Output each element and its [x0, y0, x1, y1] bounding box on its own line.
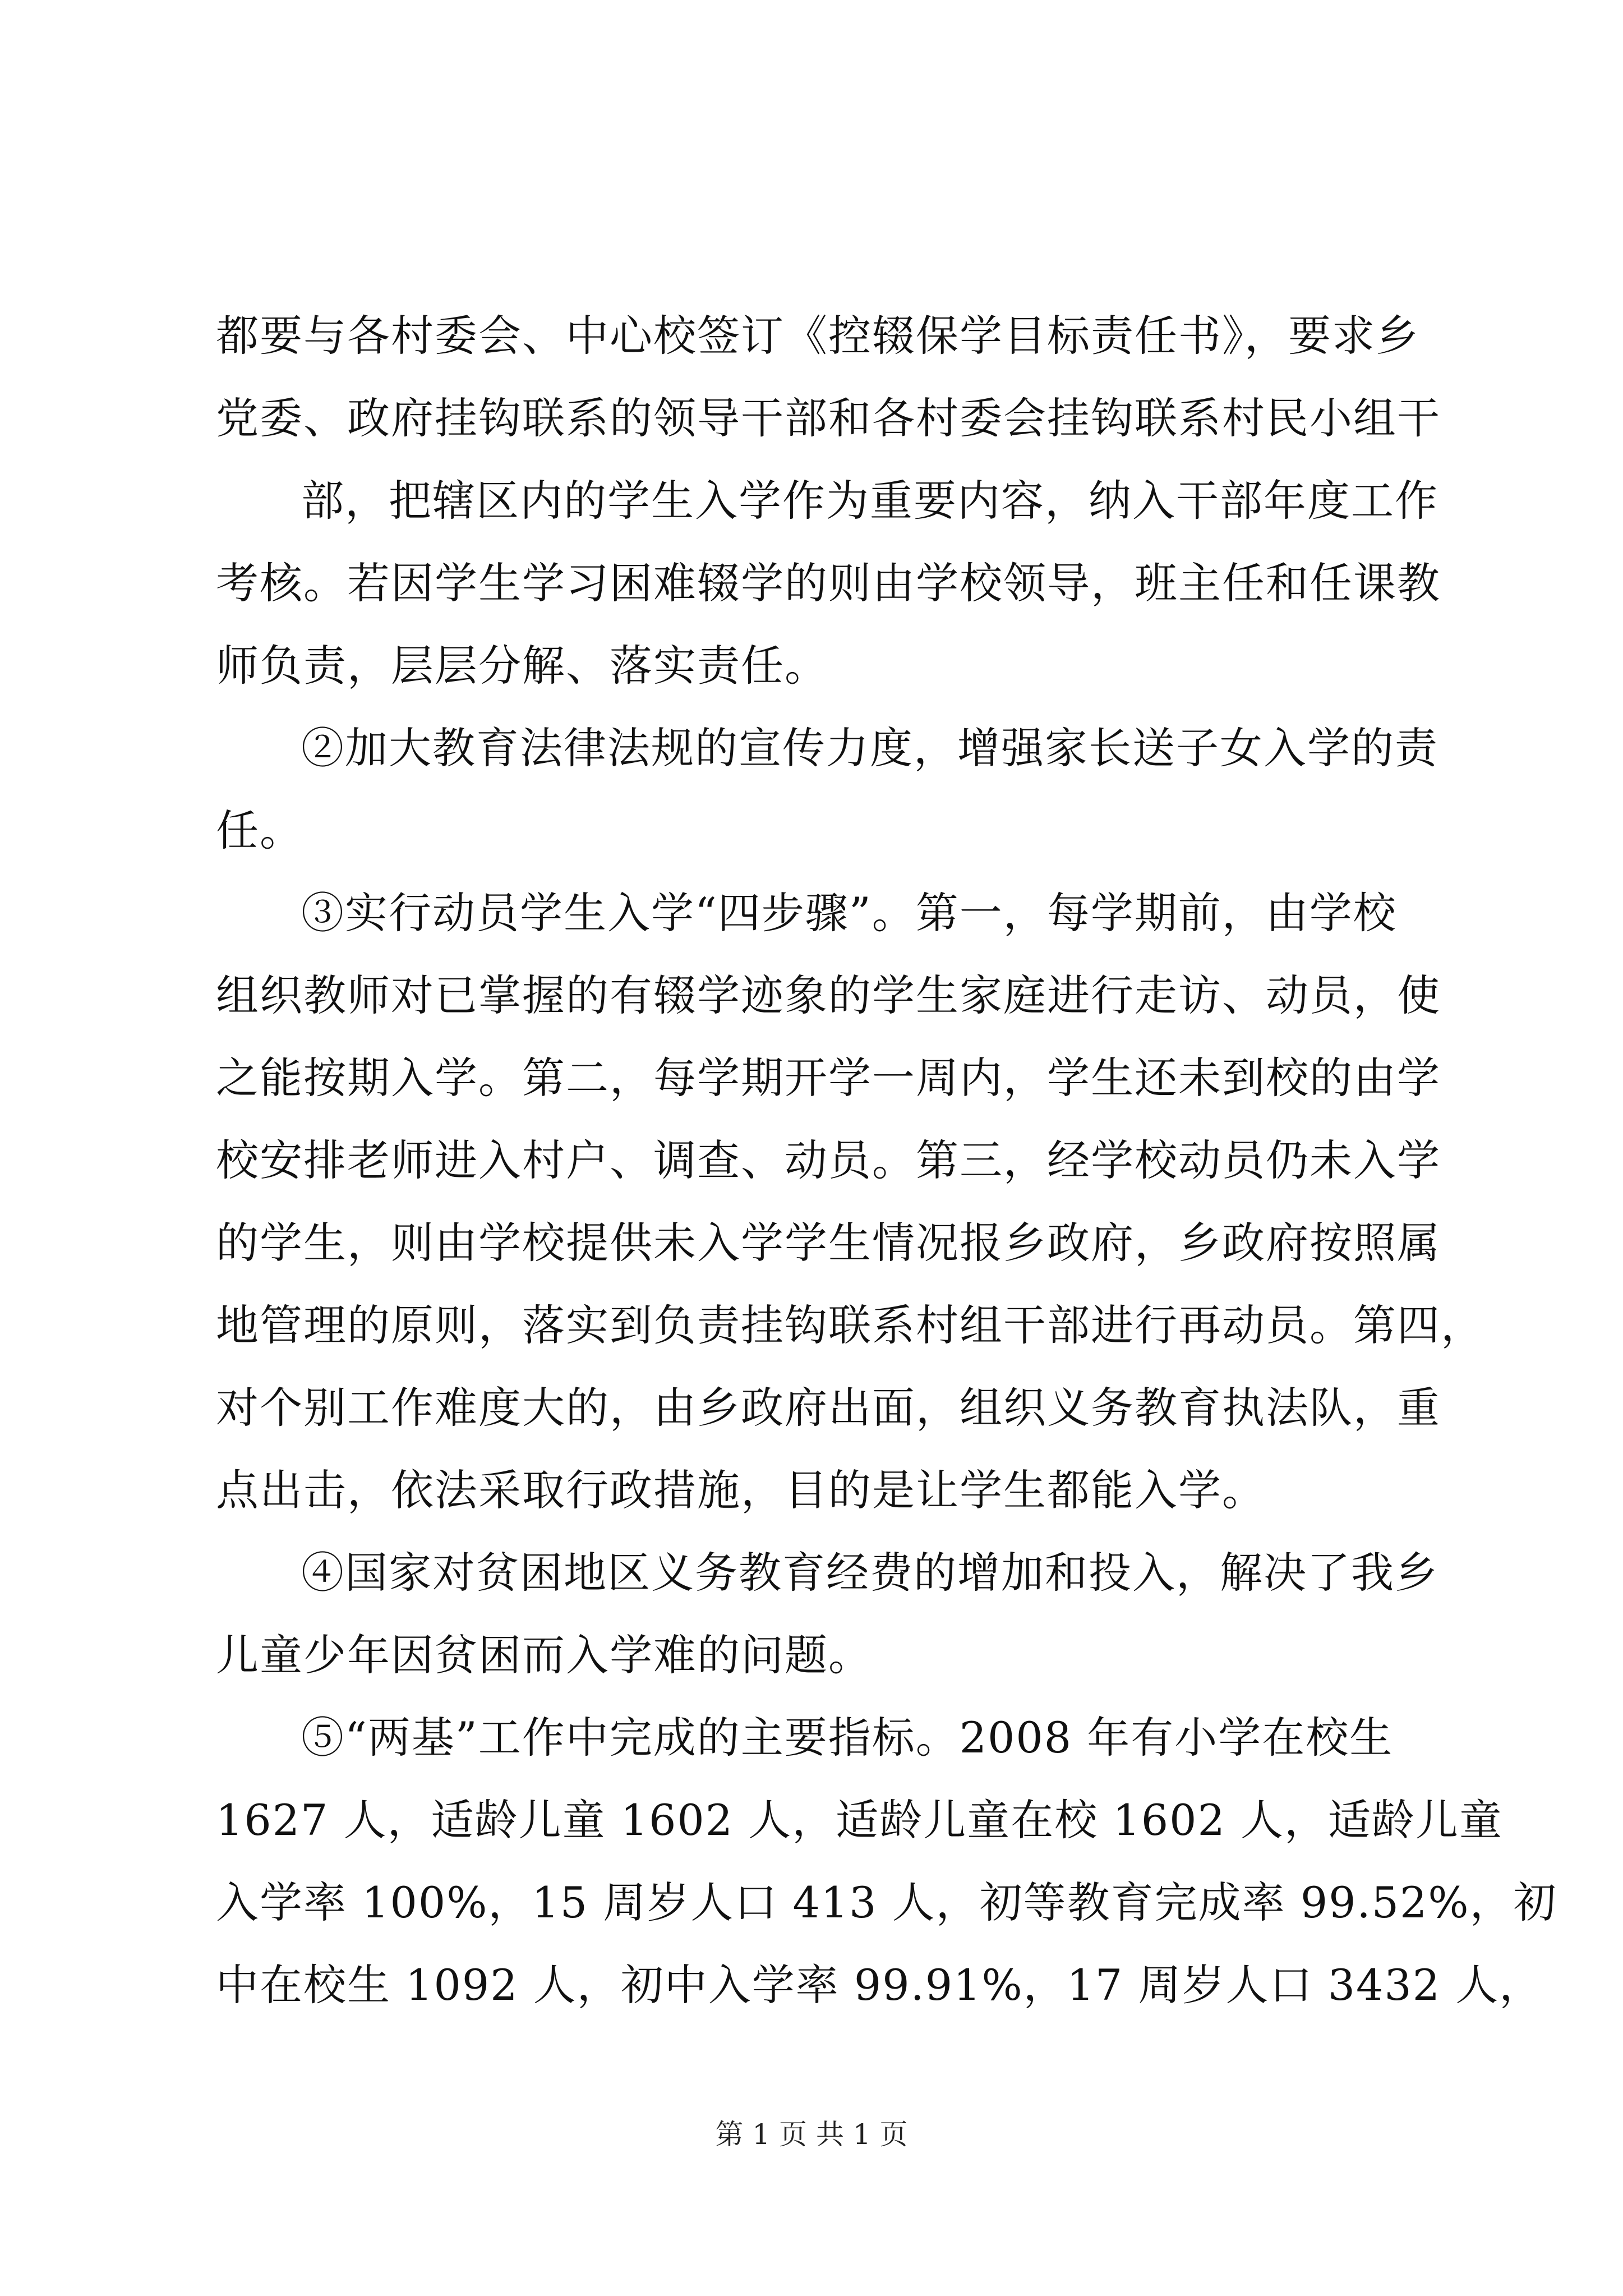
text-line: 点出击，依法采取行政措施，目的是让学生都能入学。	[216, 1465, 1266, 1515]
text-line: 都要与各村委会、中心校签订《控辍保学目标责任书》，要求乡	[216, 311, 1419, 361]
text-line: 党委、政府挂钩联系的领导干部和各村委会挂钩联系村民小组干	[216, 393, 1441, 443]
text-line: 之能按期入学。第二，每学期开学一周内，学生还未到校的由学	[216, 1053, 1441, 1103]
text-line: ⑤“两基”工作中完成的主要指标。2008 年有小学在校生	[301, 1713, 1394, 1763]
text-line: ③实行动员学生入学“四步骤”。第一，每学期前，由学校	[301, 888, 1397, 938]
text-line: ②加大教育法律法规的宣传力度，增强家长送子女入学的责	[301, 723, 1438, 773]
text-line: 入学率 100%，15 周岁人口 413 人，初等教育完成率 99.52%，初	[216, 1878, 1557, 1927]
text-line: 对个别工作难度大的，由乡政府出面，组织义务教育执法队，重	[216, 1383, 1441, 1433]
text-line: 师负责，层层分解、落实责任。	[216, 641, 828, 691]
page-footer: 第 1 页 共 1 页	[715, 2118, 908, 2151]
body-text	[216, 295, 1557, 2026]
text-line: 组织教师对已掌握的有辍学迹象的学生家庭进行走访、动员，使	[216, 970, 1441, 1020]
text-line: ④国家对贫困地区义务教育经费的增加和投入，解决了我乡	[301, 1548, 1438, 1598]
text-line: 部，把辖区内的学生入学作为重要内容，纳入干部年度工作	[301, 476, 1438, 526]
text-line: 校安排老师进入村户、调查、动员。第三，经学校动员仍未入学	[216, 1135, 1441, 1185]
text-line: 中在校生 1092 人，初中入学率 99.91%，17 周岁人口 3432 人，	[216, 1960, 1543, 2010]
text-line: 任。	[216, 806, 303, 855]
text-line: 儿童少年因贫困而入学难的问题。	[216, 1630, 872, 1680]
text-line: 地管理的原则，落实到负责挂钩联系村组干部进行再动员。第四，	[216, 1300, 1484, 1350]
text-line: 考核。若因学生学习困难辍学的则由学校领导，班主任和任课教	[216, 558, 1441, 608]
text-line: 1627 人，适龄儿童 1602 人，适龄儿童在校 1602 人，适龄儿童	[216, 1795, 1504, 1845]
text-line: 的学生，则由学校提供未入学学生情况报乡政府，乡政府按照属	[216, 1218, 1441, 1268]
